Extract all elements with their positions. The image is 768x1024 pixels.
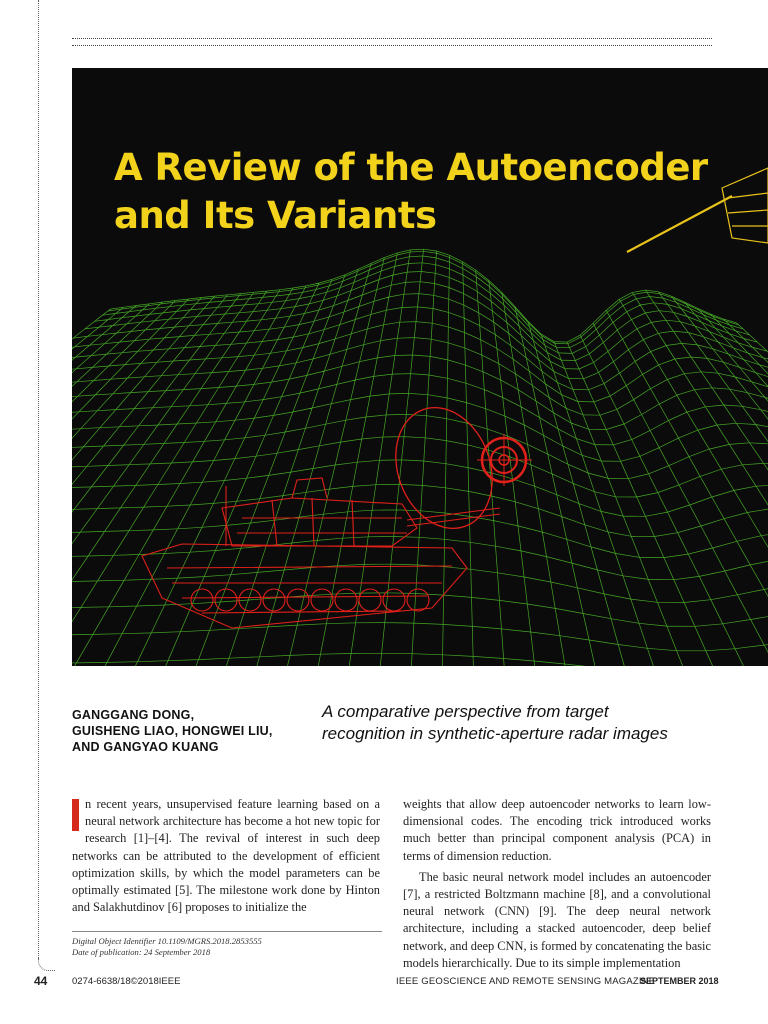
hero-illustration [72,68,768,666]
left-dotted-rule [38,0,39,960]
author-line-3: AND GANGYAO KUANG [72,740,219,754]
body-paragraph: The basic neural network model includes an autoencoder [7], a restricted Boltzmann machine [8], and a convolutional neural network (CNN) [9]. The deep neural network architecture, including a stacked autoencoder, deep belief network, and deep CNN, is formed by concatenating the basic models hierarchically. Due to its simple implementation [403,869,711,970]
publication-date-text: Date of publication: 24 September 2018 [72,947,211,957]
page-number: 44 [34,974,48,988]
drop-cap-bar [72,799,79,831]
issue-date: SEPTEMBER 2018 [640,976,719,986]
body-paragraph: weights that allow deep autoencoder networks to learn low-dimensional codes. The encoding trick introduced works much better than principal component analysis (PCA) in terms of dimension reduction. [403,797,711,863]
terrain-mesh [72,249,768,666]
tank-part [311,589,333,611]
radar-crosshair [477,434,532,486]
footnote [72,931,382,958]
tank-part [263,589,285,611]
doi-text: Digital Object Identifier 10.1109/MGRS.2018.2853555 [72,936,262,946]
left-dotted-corner [38,958,55,971]
title-line-2: and Its Variants [114,194,437,237]
tank-part [359,589,381,611]
tank-part [215,589,237,611]
article-subtitle [322,701,752,745]
article-title [114,144,708,240]
subtitle-line-2: recognition in synthetic-aperture radar images [322,724,668,743]
author-line-1: GANGGANG DONG, [72,708,195,722]
subtitle-line-1: A comparative perspective from target [322,702,609,721]
tank-wireframe [142,478,500,628]
title-line-1: A Review of the Autoencoder [114,146,708,189]
body-column-left [72,796,380,916]
body-paragraph: n recent years, unsupervised feature learning based on a neural network architecture has become a hot new topic for research [1]–[4]. The revival of interest in such deep networks can be attributed to the development of efficient optimization skills, by which the model parameters can be optimally estimated [5]. The milestone work done by Hinton and Salakhutdinov [6] proposes to initialize the [72,797,380,915]
helicopter-body [722,168,768,243]
magazine-name: IEEE GEOSCIENCE AND REMOTE SENSING MAGAZINE [396,976,656,987]
issn-text: 0274-6638/18©2018IEEE [72,976,181,987]
tank-part [287,589,309,611]
body-column-right [403,796,711,972]
author-line-2: GUISHENG LIAO, HONGWEI LIU, [72,724,273,738]
tank-part [335,589,357,611]
top-dotted-rule [72,38,712,46]
tank-part [383,589,405,611]
author-list [72,707,312,755]
tank-part [407,589,429,611]
